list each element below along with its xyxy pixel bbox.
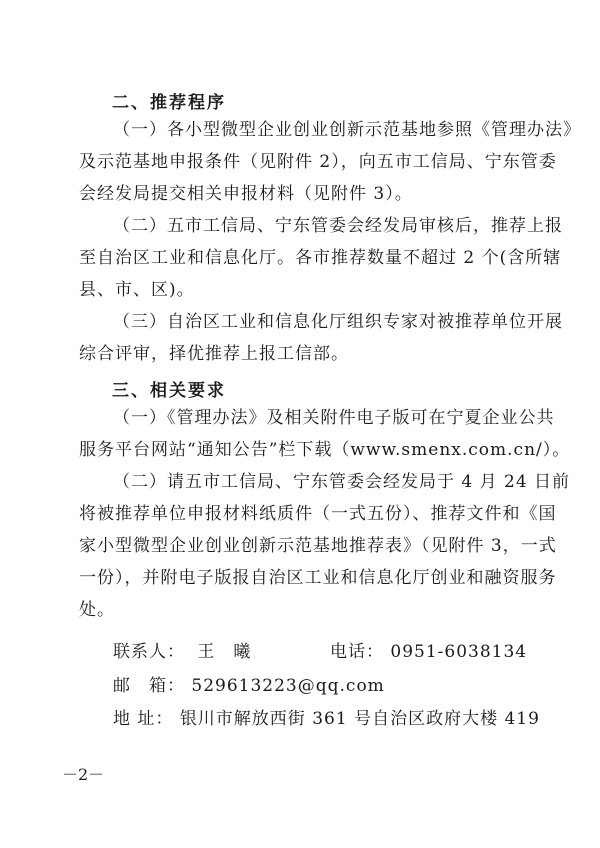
paragraph-line: 县、市、区)。 <box>79 280 195 300</box>
contact-person-name: 王 曦 <box>197 642 252 662</box>
contact-phone-number: 0951-6038134 <box>390 642 528 662</box>
paragraph-line: 综合评审，择优推荐上报工信部。 <box>79 344 349 364</box>
contact-address-label: 地 址： <box>113 709 174 729</box>
paragraph-procedure-3 <box>79 306 563 370</box>
section-heading-related-requirements: 三、相关要求 <box>112 381 226 401</box>
contact-address-text: 银川市解放西街 361 号自治区政府大楼 419 <box>179 709 540 729</box>
paragraph-line: 处。 <box>79 600 115 620</box>
paragraph-line: （一）《管理办法》及相关附件电子版可在宁夏企业公共 <box>113 408 555 428</box>
paragraph-line: （一）各小型微型企业创业创新示范基地参照《管理办法》 <box>113 120 581 140</box>
section-heading-recommendation-procedure: 二、推荐程序 <box>112 93 226 113</box>
contact-phone-label: 电话： <box>330 642 384 662</box>
paragraph-line: 将被推荐单位申报材料纸质件（一式五份）、推荐文件和《国 <box>79 504 557 524</box>
paragraph-line: 会经发局提交相关申报材料（见附件 3）。 <box>79 184 413 204</box>
paragraph-line: 及示范基地申报条件（见附件 2），向五市工信局、宁东管委 <box>79 152 557 172</box>
contact-phone <box>330 637 527 662</box>
paragraph-line: 家小型微型企业创业创新示范基地推荐表》（见附件 3，一式 <box>79 536 557 556</box>
paragraph-procedure-2 <box>79 210 563 306</box>
paragraph-line: 至自治区工业和信息化厅。各市推荐数量不超过 2 个(含所辖 <box>79 248 562 268</box>
paragraph-line: （二）五市工信局、宁东管委会经发局审核后，推荐上报 <box>113 216 563 236</box>
contact-person-label: 联系人： <box>113 642 185 662</box>
paragraph-procedure-1 <box>79 114 581 210</box>
contact-email <box>113 671 385 696</box>
contact-address <box>113 704 540 729</box>
contact-email-address: 529613223@qq.com <box>191 676 385 696</box>
contact-person <box>113 637 251 662</box>
page-number: －2－ <box>62 765 105 784</box>
contact-email-label: 邮 箱： <box>113 676 185 696</box>
paragraph-line: （二）请五市工信局、宁东管委会经发局于 4 月 24 日前 <box>113 472 571 492</box>
paragraph-requirement-1 <box>79 402 571 466</box>
paragraph-line: （三）自治区工业和信息化厅组织专家对被推荐单位开展 <box>113 312 563 332</box>
paragraph-line: 一份），并附电子版报自治区工业和信息化厅创业和融资服务 <box>79 568 557 588</box>
paragraph-requirement-2 <box>79 466 571 626</box>
paragraph-line: 服务平台网站“通知公告”栏下载（www.smenx.com.cn/）。 <box>79 440 571 460</box>
